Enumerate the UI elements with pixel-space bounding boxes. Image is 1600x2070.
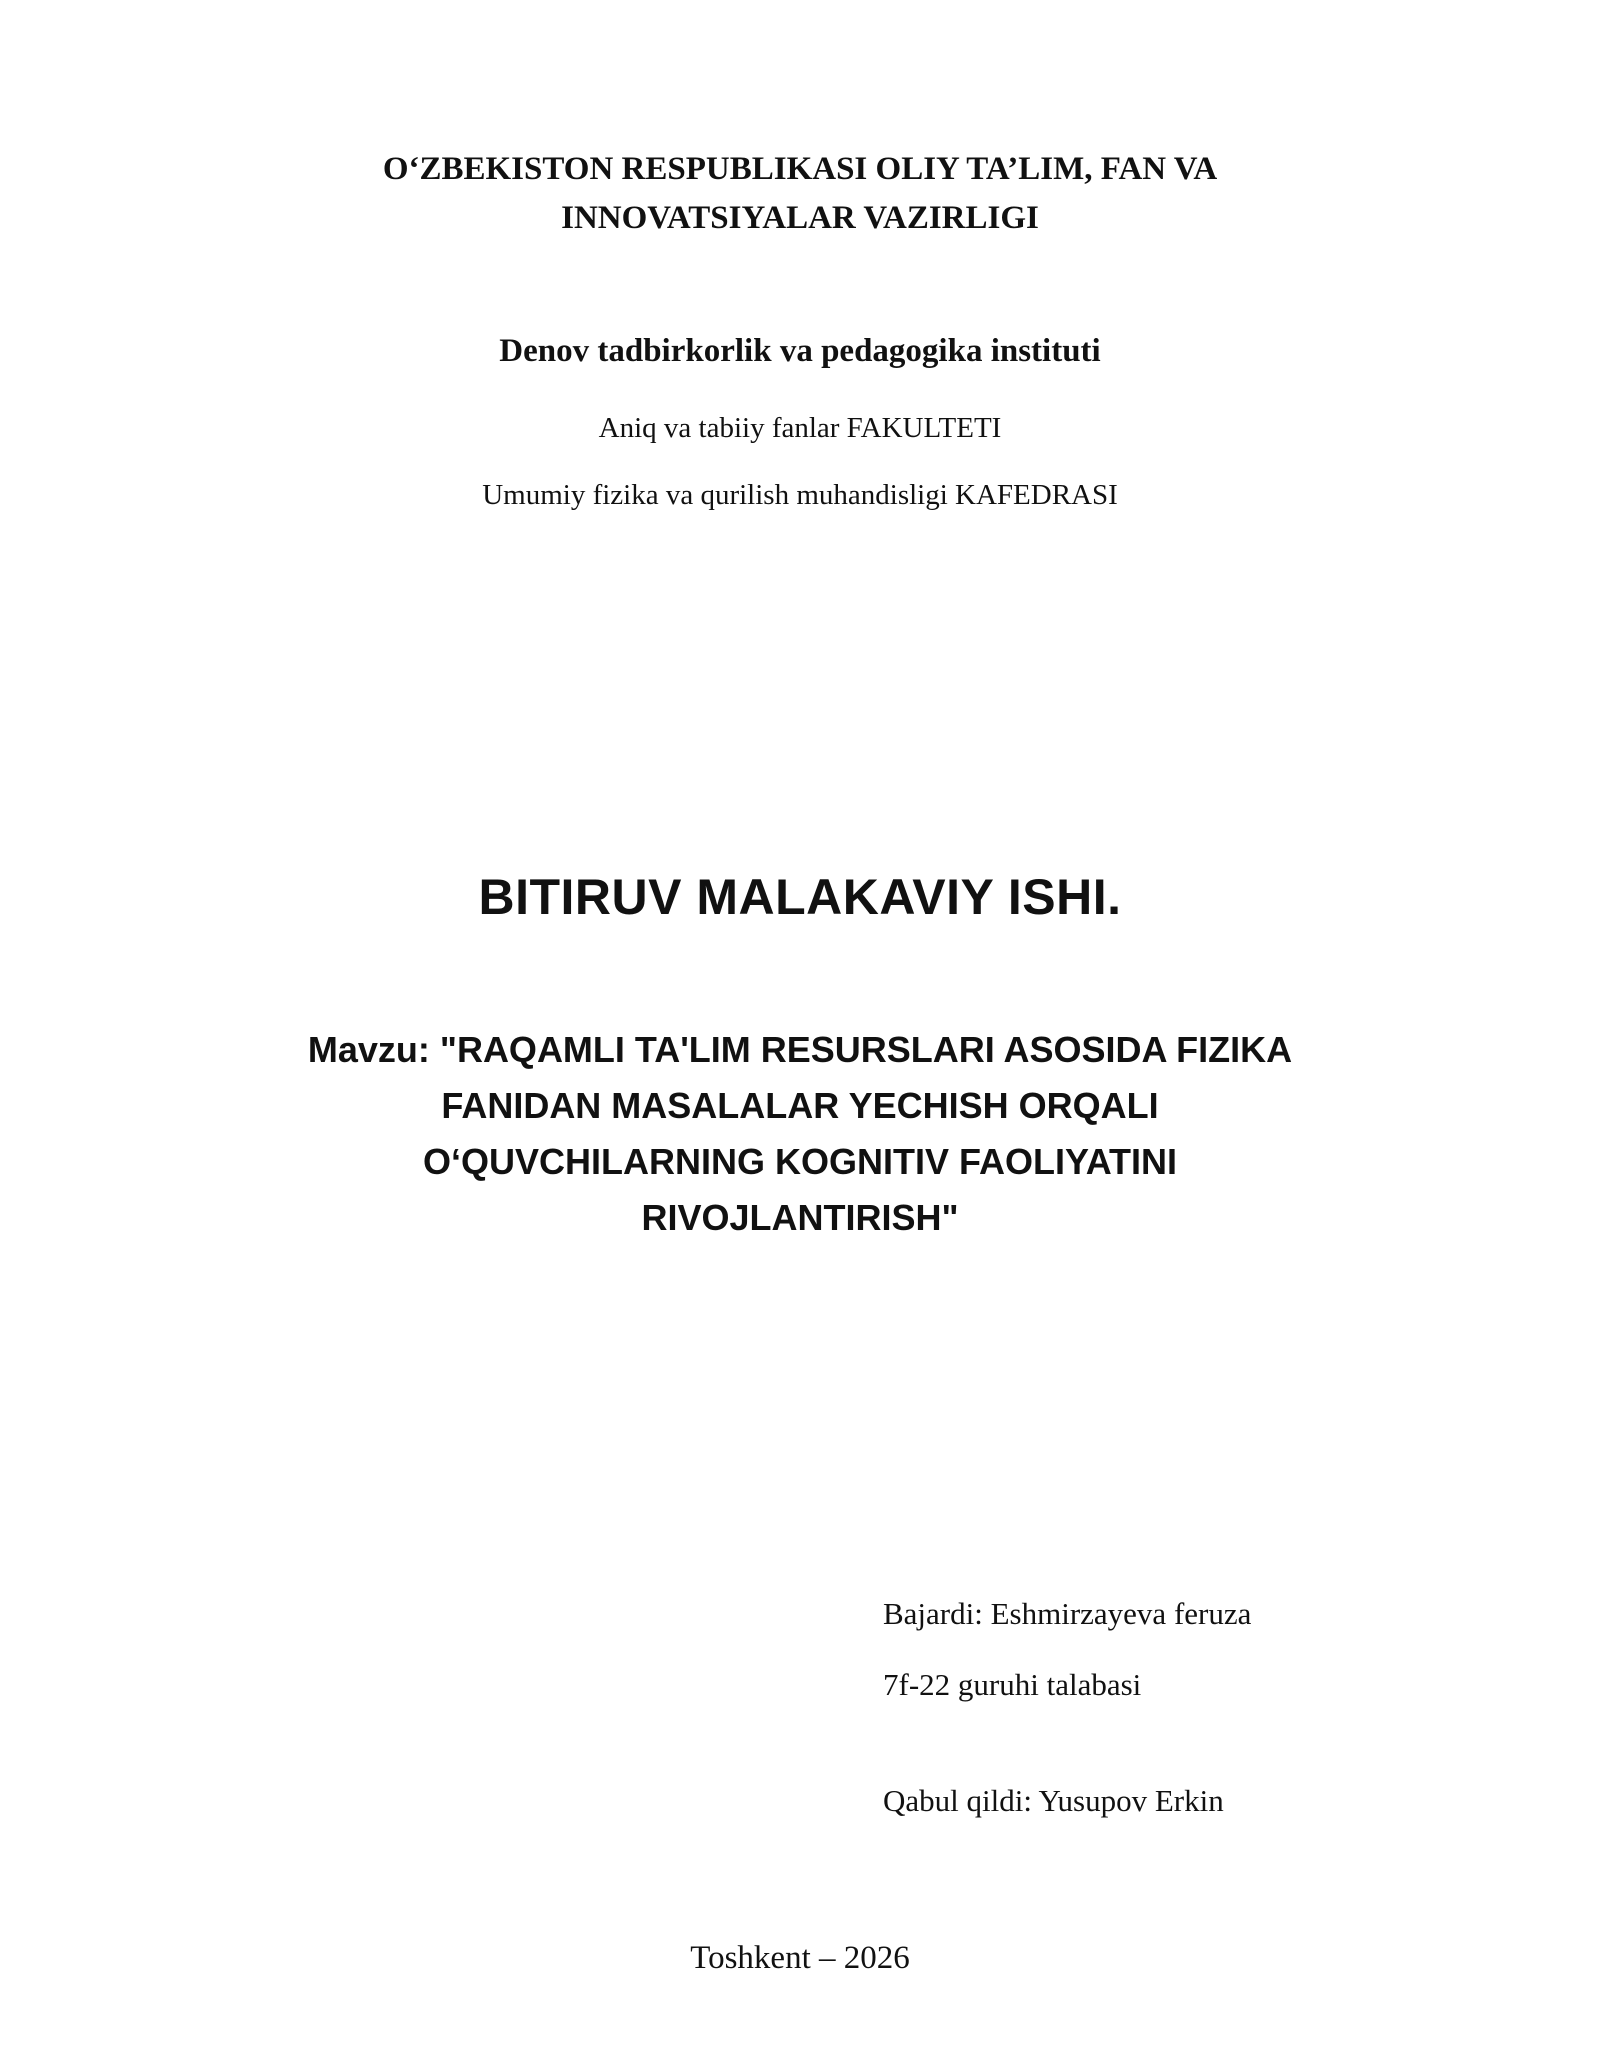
- ministry-heading: [0, 145, 1600, 243]
- institute-name: Denov tadbirkorlik va pedagogika instituti: [499, 333, 1101, 369]
- topic-line-3: O‘QUVCHILARNING KOGNITIV FAOLIYATINI: [422, 1141, 1178, 1182]
- document-type-title: BITIRUV MALAKAVIY ISHI.: [478, 869, 1122, 925]
- student-group: 7f-22 guruhi talabasi: [883, 1667, 1142, 1702]
- faculty-name: Aniq va tabiiy fanlar FAKULTETI: [598, 412, 1002, 444]
- topic-line-1: Mavzu: "RAQAMLI TA'LIM RESURSLARI ASOSIDA FIZIKA: [307, 1029, 1293, 1070]
- topic-block: [0, 1022, 1600, 1246]
- ministry-line-2: INNOVATSIYALAR VAZIRLIGI: [561, 200, 1039, 236]
- topic-line-2: FANIDAN MASALALAR YECHISH ORQALI: [441, 1085, 1159, 1126]
- performed-by: Bajardi: Eshmirzayeva feruza: [883, 1596, 1252, 1631]
- ministry-line-1: O‘ZBEKISTON RESPUBLIKASI OLIY TA’LIM, FAN VA: [382, 151, 1218, 187]
- place-and-year: Toshkent – 2026: [690, 1940, 910, 1976]
- department-name: Umumiy fizika va qurilish muhandisligi KAFEDRASI: [482, 479, 1118, 511]
- topic-line-4: RIVOJLANTIRISH": [641, 1197, 959, 1238]
- accepted-by: Qabul qildi: Yusupov Erkin: [883, 1783, 1224, 1818]
